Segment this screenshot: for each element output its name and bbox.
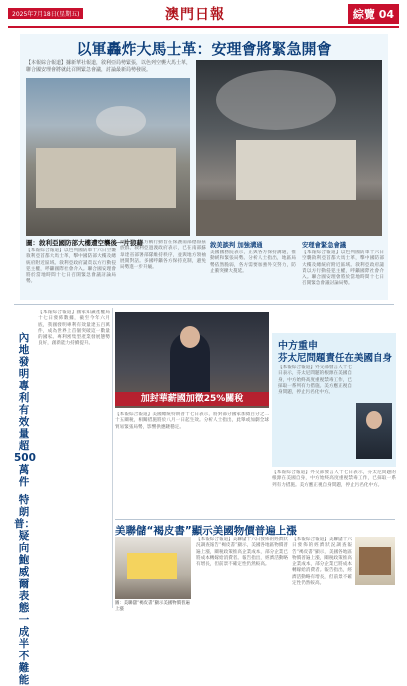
right-news-box: [272, 333, 396, 467]
sidebar-body: 【本報綜合報道】國家知識產權局十七日發佈數據，截至今年六月底，我國發明專利有效量達五百萬件，成為世界上首個突破這一數量的國家。專利密集型產業發展態勢良好，創新能力持續提升。: [38, 310, 110, 347]
lead-photo-left: [26, 78, 190, 236]
smoke-plume: [96, 106, 146, 136]
spokesperson-face: [366, 411, 382, 429]
building-silhouette: [36, 148, 176, 208]
sidebar-headline-2: 特朗普：疑向鮑威爾表態一成半不難能: [14, 494, 35, 686]
bottom-headline: 美聯儲“褐皮書”顯示美國物價普遍上漲: [115, 525, 297, 537]
section-divider: [14, 304, 394, 305]
bottom-photo-right: [355, 537, 395, 585]
price-tag-sign: [127, 553, 177, 579]
right-box-body: 【本報綜合報道】外交部發言人十七日表示，芬太尼問題的根源在美國自身，中方始終高度重視禁毒工作，已採取一系列有力措施。美方應正視自身問題，停止污名化中方。: [278, 365, 352, 396]
lead-body-col2: 據報道，以方稱行動旨在保護南部德魯茲族群。敘利亞過渡政府表示，已在南部蘇韋達省部署部隊維持秩序，並與地方領袖展開對話。多國呼籲各方保持克制，避免局勢進一步升級。: [120, 240, 206, 271]
lead-deck: 【本報綜合報道】據新華社報道，敘利亞局勢緊張，以色列空襲大馬士革，聯合國安理會將就此召開緊急會議，討論最新局勢發展。: [26, 60, 192, 73]
lead-subhead-1: 敘美談判 加強溝通: [210, 242, 263, 249]
lead-caption: 圖：敘利亞國防部大樓遭空襲後一片狼藉: [26, 239, 143, 247]
bottom-photo-caption: 圖：美聯儲“褐皮書”顯示美國物價普遍上漲: [115, 601, 190, 612]
lead-body-col4: 【本報綜合報道】以色列國防軍十六日空襲敘利亞首都大馬士革，擊中國防部大樓及總統府附近區域。敘利亞政府譴責以方行動侵犯主權，呼籲國際社會介入。聯合國安理會將於當地時間十七日召開緊急會議討論局勢。: [302, 250, 384, 287]
lead-story: [20, 34, 388, 300]
bottom-divider: [115, 519, 395, 520]
damaged-facade: [236, 140, 356, 200]
sidebar-headline-1: 內地發明專利有效量超500萬件: [14, 332, 36, 488]
newspaper-logo: 澳門日報: [165, 7, 225, 23]
store-shelf: [359, 547, 391, 575]
speaker-face: [180, 326, 200, 348]
right-body-extra: 【本報綜合報道】外交部發言人十七日表示，芬太尼問題的根源在美國自身，中方始終高度重視禁毒工作，已採取一系列有力措施。美方應正視自身問題，停止污名化中方。: [272, 470, 396, 488]
lead-body-col1: 【本報綜合報道】以色列國防軍十六日空襲敘利亞首都大馬士革，擊中國防部大樓及總統府附近區域。敘利亞政府譴責以方行動侵犯主權，呼籲國際社會介入。聯合國安理會將於當地時間十七日召開緊急會議討論局勢。: [26, 248, 116, 285]
masthead-rule: [8, 26, 399, 28]
bottom-photo: [115, 537, 191, 599]
right-box-subtitle: 芬太尼問題責任在美國自身: [278, 353, 393, 364]
middle-photo-banner: 加封華薪國加徵25%關稅: [115, 392, 269, 406]
masthead: [0, 0, 407, 28]
lead-photo-right: [196, 60, 382, 236]
middle-body: 【本報綜合報道】美國總統特朗普十七日表示，將對部分國家加徵百分之二十五關稅，相關措施將於八月一日起生效。分析人士指出，此舉或加劇全球貿易緊張局勢，影響供應鏈穩定。: [115, 412, 269, 430]
lead-body-col3: 美國國務院表示，正與各方保持溝通，推動緩和緊張局勢。分析人士指出，地區局勢依然脆弱，各方需要加強外交努力，防止衝突擴大蔓延。: [210, 250, 296, 274]
right-box-title: 中方重申: [278, 341, 318, 352]
right-box-photo: [356, 403, 392, 459]
sidebar-vertical-headlines: [14, 332, 34, 686]
lead-subhead-2: 安理會緊急會議: [302, 242, 347, 249]
issue-date: 2025年7月18日(星期五): [8, 8, 83, 19]
lead-headline: 以軍轟炸大馬士革：安理會將緊急開會: [76, 40, 332, 58]
section-label: 綜覽 04: [348, 4, 399, 24]
smoke-cloud: [216, 70, 336, 130]
rubble: [196, 200, 382, 236]
bottom-body-col2: 【本報綜合報道】美聯儲十六日發佈的經濟狀況調查報告“褐皮書”顯示，美國各地區物價普遍上漲，關稅政策推高企業成本，部分企業已將成本轉嫁給消費者。報告指出，經濟活動略有增長，但前景不確定性仍然較高。: [292, 537, 352, 587]
bottom-body-col1: 【本報綜合報道】美聯儲十六日發佈的經濟狀況調查報告“褐皮書”顯示，美國各地區物價普遍上漲，關稅政策推高企業成本，部分企業已將成本轉嫁給消費者。報告指出，經濟活動略有增長，但前景不確定性仍然較高。: [196, 537, 288, 568]
column-rule-left: [112, 308, 113, 608]
